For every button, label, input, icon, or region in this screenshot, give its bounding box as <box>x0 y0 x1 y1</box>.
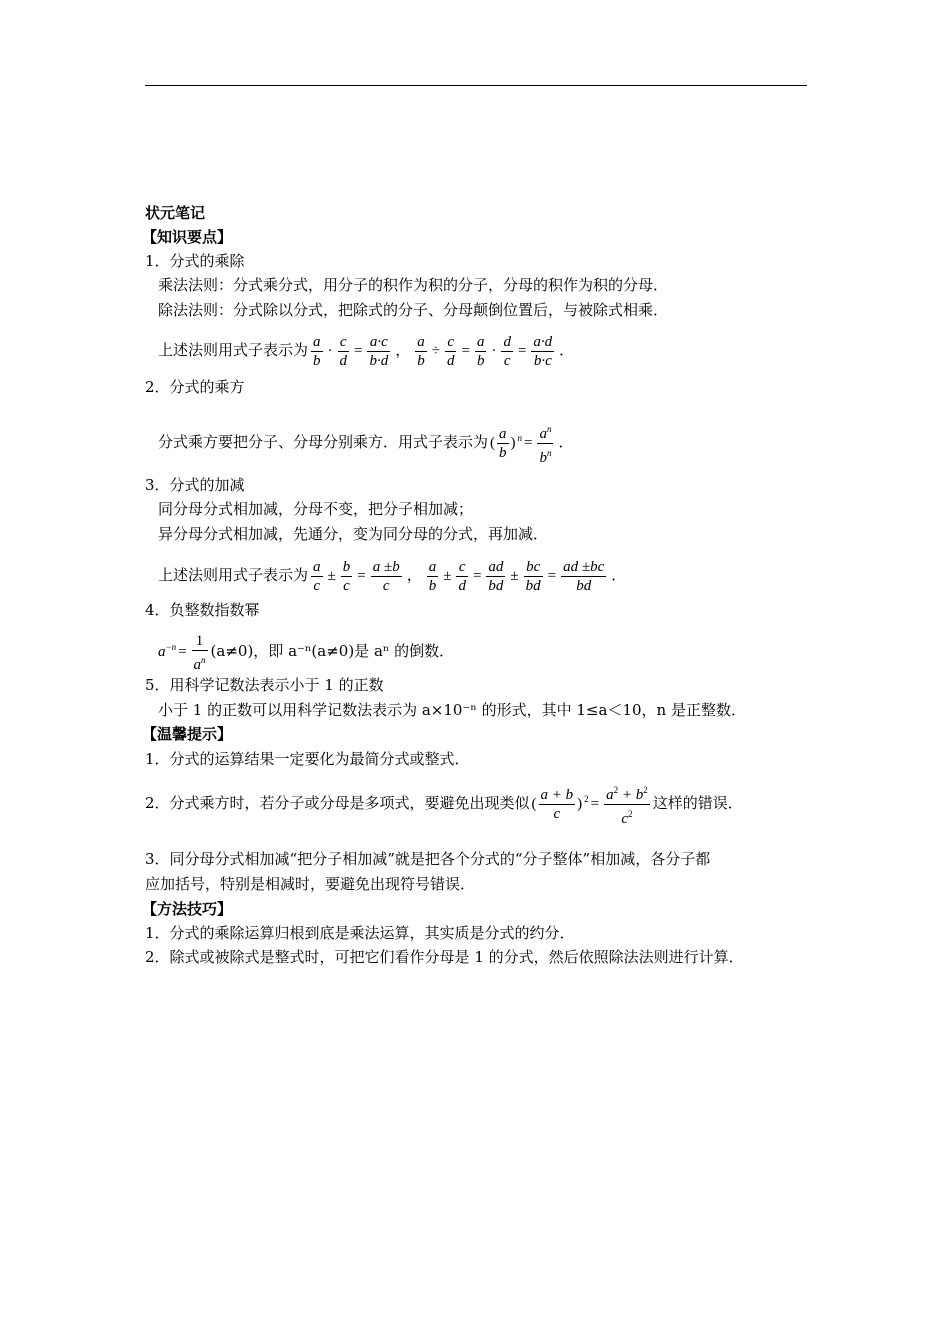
section-tips: 【温馨提示】 <box>142 725 233 743</box>
tip-3-line2: 应加括号，特别是相减时，要避免出现符号错误． <box>145 875 476 893</box>
k3-diff: 异分母分式相加减，先通分，变为同分母的分式，再加减． <box>158 525 549 543</box>
k1-formula-prefix: 上述法则用式子表示为 <box>158 341 309 359</box>
k4-formula <box>158 627 454 674</box>
tip-1: 1．分式的运算结果一定要化为最简分式或整式． <box>145 750 470 768</box>
k2-formula <box>158 418 576 467</box>
k1-div-rule: 除法法则：分式除以分式，把除式的分子、分母颠倒位置后，与被除式相乘． <box>158 301 669 319</box>
k3-formula <box>158 555 628 596</box>
power-formula: ( $\frac{a}{b}$ ) $^n$ = $\frac{a^n}{b^n}$ ． <box>488 435 575 451</box>
k3-heading: 3．分式的加减 <box>145 476 245 494</box>
add-sub-formula: $\frac{a}{c}$ ± $\frac{b}{c}$ = $\frac{a \pm b}{c}$ ， $\frac{a}{b}$ ± $\frac{c}{d}$ = $\frac{ad}{bd}$ ± $\frac{bc}{bd}$ = $\frac{ad \pm bc}{bd}$ ． <box>313 559 627 595</box>
page-title: 状元笔记 <box>145 204 206 222</box>
k1-heading: 1．分式的乘除 <box>145 252 245 270</box>
k2-heading: 2．分式的乘方 <box>145 378 245 396</box>
method-1: 1．分式的乘除运算归根到底是乘法运算，其实质是分式的约分． <box>145 924 575 942</box>
k5-heading: 5．用科学记数法表示小于 1 的正数 <box>145 676 384 694</box>
negative-exponent-formula: $a^{-n}$ = $\frac{1}{a^n}$ <box>158 632 206 673</box>
k4-heading: 4．负整数指数幂 <box>145 601 260 619</box>
header-rule <box>145 85 807 86</box>
k3-same: 同分母分式相加减，分母不变，把分子相加减； <box>158 500 474 518</box>
wrong-example-formula: ( $\frac{a + b}{c}$ ) $^2$ = $\frac{a^2 + b^2}{c^2}$ <box>530 796 653 812</box>
tip-2 <box>145 779 743 828</box>
section-knowledge: 【知识要点】 <box>142 228 233 246</box>
tip-2-prefix: 2．分式乘方时，若分子或分母是多项式，要避免出现类似 <box>145 794 530 812</box>
k3-formula-prefix: 上述法则用式子表示为 <box>158 566 309 584</box>
mult-div-formula: $\frac{a}{b}$ · $\frac{c}{d}$ = $\frac{a\cdot c}{b\cdot d}$ ， $\frac{a}{b}$ ÷ $\frac{c}{d}$ = $\frac{a}{b}$ · $\frac{d}{c}$ = $\frac{a\cdot d}{b\cdot c}$ ． <box>313 334 575 370</box>
method-2: 2．除式或被除式是整式时，可把它们看作分母是 1 的分式，然后依照除法法则进行计算． <box>145 948 744 966</box>
k5-text: 小于 1 的正数可以用科学记数法表示为 a×10⁻ⁿ 的形式，其中 1≤a＜10，n 是正整数． <box>158 701 746 719</box>
tip-2-suffix: 这样的错误． <box>652 794 743 812</box>
k1-formula <box>158 330 576 371</box>
k4-text: (a≠0)，即 a⁻ⁿ(a≠0)是 aⁿ 的倒数． <box>210 642 455 660</box>
k2-text: 分式乘方要把分子、分母分别乘方．用式子表示为 <box>158 433 489 451</box>
k1-mult-rule: 乘法法则：分式乘分式，用分子的积作为积的分子，分母的积作为积的分母． <box>158 276 669 294</box>
section-methods: 【方法技巧】 <box>142 900 233 918</box>
tip-3-line1: 3．同分母分式相加减“把分子相加减”就是把各个分式的“分子整体”相加减，各分子都 <box>145 850 711 868</box>
